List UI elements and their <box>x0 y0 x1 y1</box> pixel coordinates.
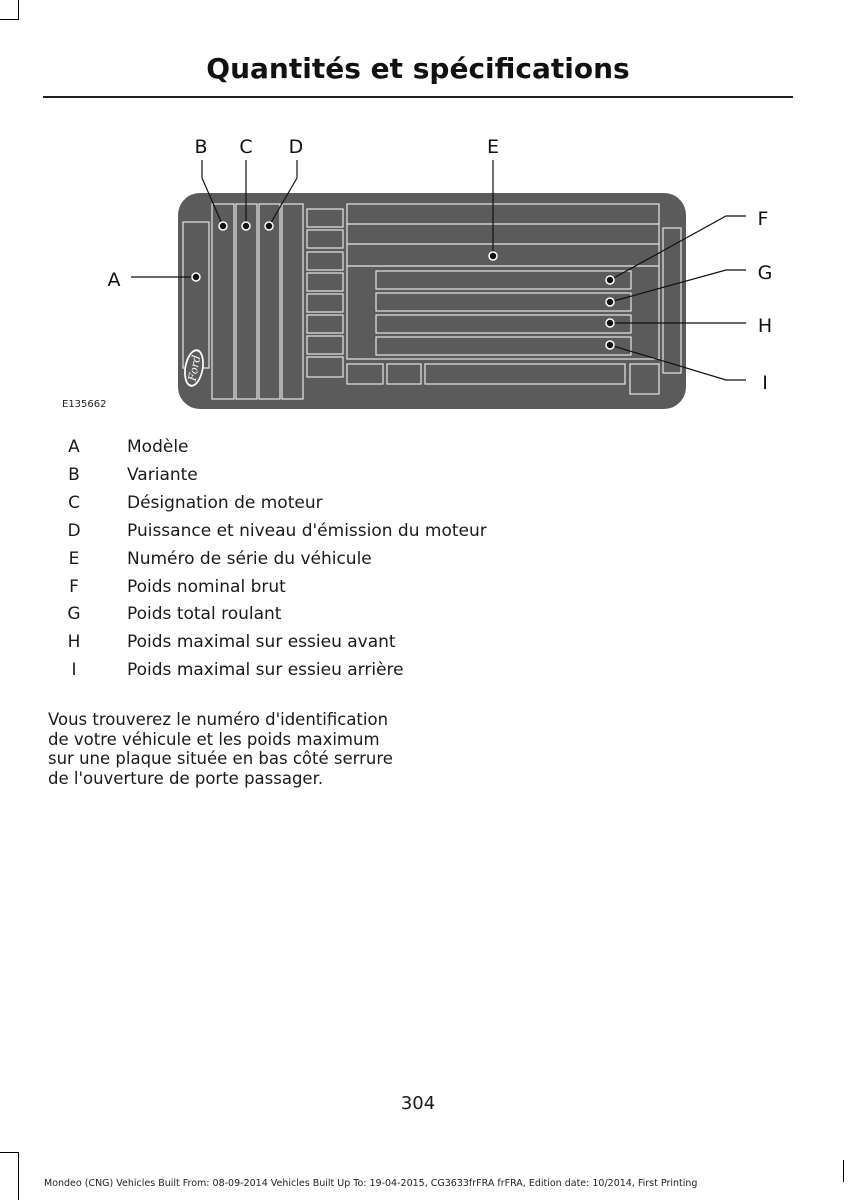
vin-location-note <box>48 710 408 788</box>
page-title: Quantités et spécifications <box>206 52 630 85</box>
legend-text: Puissance et niveau d'émission du moteur <box>127 521 487 541</box>
crop-mark-bottom-right-vertical <box>843 1160 844 1182</box>
legend-text: Désignation de moteur <box>127 493 323 513</box>
legend-text: Modèle <box>127 437 189 457</box>
legend-key: E <box>68 549 80 569</box>
legend-row-h <box>0 632 861 656</box>
crop-mark-bottom-left-vertical <box>18 1152 19 1200</box>
note-line: de votre véhicule et les poids maximum <box>48 729 380 749</box>
callout-dot-i <box>606 341 614 349</box>
callout-label-e: E <box>486 136 500 158</box>
legend-key: A <box>68 437 80 457</box>
crop-mark-top-left-horizontal <box>0 19 19 20</box>
legend-key: C <box>68 493 80 513</box>
callout-label-h: H <box>757 315 773 337</box>
note-line: sur une plaque située en bas côté serrure <box>48 749 393 768</box>
legend-row-g <box>0 604 861 628</box>
legend-row-c <box>0 493 861 517</box>
callout-dot-e <box>489 252 497 260</box>
figure-code: E135662 <box>62 399 107 410</box>
legend-key: F <box>69 577 79 597</box>
legend-key: H <box>67 632 81 652</box>
legend-text: Numéro de série du véhicule <box>127 549 372 569</box>
callout-dot-c <box>242 222 250 230</box>
callout-label-b: B <box>194 136 208 158</box>
ford-logo-text: Ford <box>185 354 204 382</box>
legend-row-a <box>0 437 861 461</box>
note-line: de l'ouverture de porte passager. <box>48 768 324 788</box>
legend-row-f <box>0 577 861 601</box>
callout-label-a: A <box>107 269 121 291</box>
callout-label-c: C <box>239 136 253 158</box>
callout-dot-d <box>265 222 273 230</box>
legend-text: Poids maximal sur essieu avant <box>127 632 396 652</box>
callout-dot-h <box>606 319 614 327</box>
legend-row-i <box>0 660 861 684</box>
legend-row-d <box>0 521 861 545</box>
callout-dot-f <box>606 276 614 284</box>
legend-key: G <box>67 604 81 624</box>
legend-key: I <box>71 660 77 680</box>
note-line: Vous trouverez le numéro d'identification <box>48 710 389 729</box>
crop-mark-top-left-vertical <box>18 0 19 20</box>
legend-text: Poids total roulant <box>127 604 282 624</box>
legend-text: Poids maximal sur essieu arrière <box>127 660 404 680</box>
identification-plate-diagram <box>0 120 861 420</box>
legend-key: B <box>68 465 80 485</box>
callout-dot-a <box>192 273 200 281</box>
crop-mark-bottom-left-horizontal <box>0 1152 19 1153</box>
callout-dot-b <box>219 222 227 230</box>
footer-print-info: Mondeo (CNG) Vehicles Built From: 08-09-2014 Vehicles Built Up To: 19-04-2015, CG3633frFRA frFRA, Edition date: 10/2014, First Printing <box>44 1178 698 1189</box>
callout-label-f: F <box>757 208 769 230</box>
legend-key: D <box>67 521 81 541</box>
callout-label-d: D <box>288 136 304 158</box>
callout-label-g: G <box>757 262 773 284</box>
callout-dot-g <box>606 298 614 306</box>
legend-row-b <box>0 465 861 489</box>
legend-text: Poids nominal brut <box>127 577 286 597</box>
legend-text: Variante <box>127 465 198 485</box>
legend-row-e <box>0 549 861 573</box>
title-divider <box>43 96 793 98</box>
page-number: 304 <box>400 1093 436 1114</box>
callout-label-i: I <box>762 372 768 394</box>
